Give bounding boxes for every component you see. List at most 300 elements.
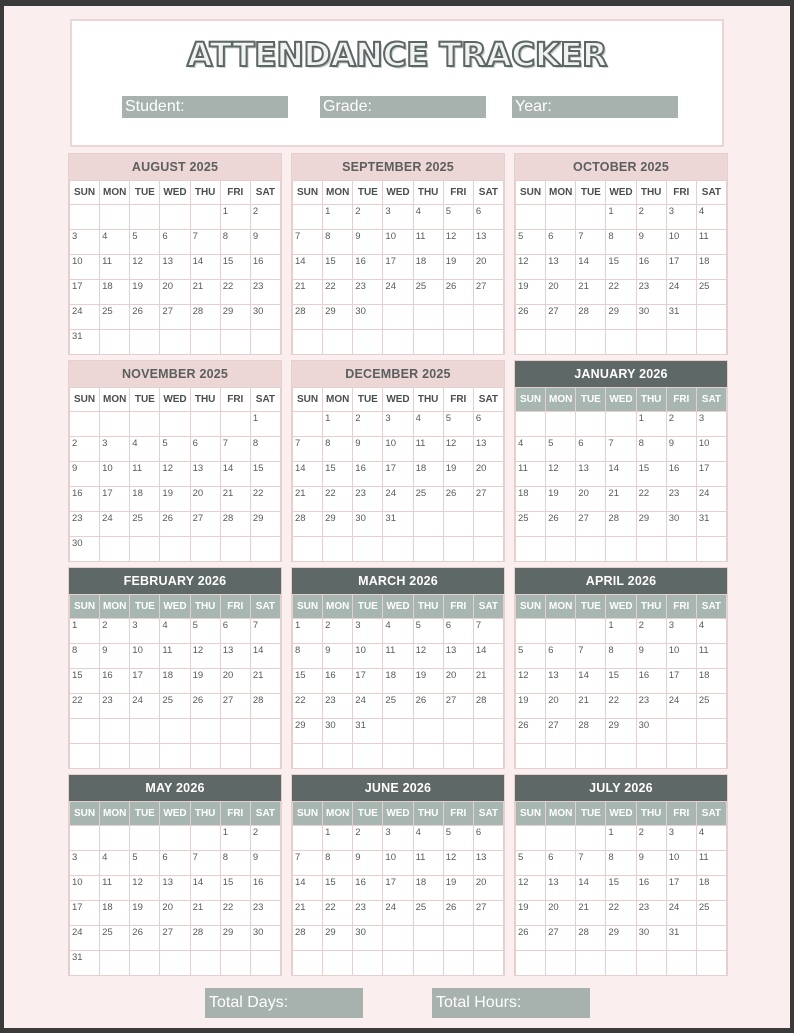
day-cell[interactable]: 19 (190, 669, 220, 694)
day-cell[interactable]: 21 (576, 280, 606, 305)
day-cell[interactable]: 15 (606, 876, 636, 901)
day-cell[interactable]: 18 (383, 669, 413, 694)
day-cell[interactable]: 18 (696, 876, 726, 901)
day-cell[interactable]: 21 (250, 669, 280, 694)
day-cell[interactable]: 28 (576, 719, 606, 744)
day-cell[interactable]: 7 (220, 437, 250, 462)
day-cell[interactable]: 29 (293, 719, 323, 744)
day-cell[interactable]: 30 (323, 719, 353, 744)
day-cell[interactable]: 11 (383, 644, 413, 669)
day-cell[interactable]: 29 (323, 926, 353, 951)
day-cell[interactable]: 12 (130, 876, 160, 901)
day-cell[interactable]: 6 (220, 619, 250, 644)
day-cell[interactable]: 12 (546, 462, 576, 487)
day-cell[interactable]: 23 (100, 694, 130, 719)
day-cell[interactable]: 15 (293, 669, 323, 694)
day-cell[interactable]: 24 (70, 305, 100, 330)
day-cell[interactable]: 25 (130, 512, 160, 537)
day-cell[interactable]: 23 (666, 487, 696, 512)
day-cell[interactable]: 13 (443, 644, 473, 669)
day-cell[interactable]: 20 (546, 280, 576, 305)
day-cell[interactable]: 12 (516, 255, 546, 280)
day-cell[interactable]: 22 (323, 901, 353, 926)
day-cell[interactable]: 22 (606, 901, 636, 926)
day-cell[interactable]: 6 (473, 412, 503, 437)
day-cell[interactable]: 1 (323, 205, 353, 230)
day-cell[interactable]: 11 (696, 644, 726, 669)
day-cell[interactable]: 31 (383, 512, 413, 537)
day-cell[interactable]: 24 (353, 694, 383, 719)
day-cell[interactable]: 28 (250, 694, 280, 719)
day-cell[interactable]: 22 (636, 487, 666, 512)
day-cell[interactable]: 20 (160, 901, 190, 926)
day-cell[interactable]: 8 (606, 644, 636, 669)
day-cell[interactable]: 16 (636, 669, 666, 694)
day-cell[interactable]: 24 (130, 694, 160, 719)
day-cell[interactable]: 9 (636, 644, 666, 669)
day-cell[interactable]: 4 (160, 619, 190, 644)
day-cell[interactable]: 7 (190, 851, 220, 876)
day-cell[interactable]: 8 (606, 851, 636, 876)
day-cell[interactable]: 7 (576, 230, 606, 255)
day-cell[interactable]: 23 (636, 901, 666, 926)
day-cell[interactable]: 31 (666, 305, 696, 330)
day-cell[interactable]: 21 (220, 487, 250, 512)
day-cell[interactable]: 5 (190, 619, 220, 644)
day-cell[interactable]: 29 (220, 926, 250, 951)
day-cell[interactable]: 19 (443, 876, 473, 901)
day-cell[interactable]: 19 (516, 901, 546, 926)
day-cell[interactable]: 20 (190, 487, 220, 512)
day-cell[interactable]: 5 (546, 437, 576, 462)
day-cell[interactable]: 17 (70, 280, 100, 305)
day-cell[interactable]: 2 (666, 412, 696, 437)
day-cell[interactable]: 16 (666, 462, 696, 487)
day-cell[interactable]: 23 (353, 901, 383, 926)
day-cell[interactable]: 10 (130, 644, 160, 669)
day-cell[interactable]: 23 (250, 280, 280, 305)
day-cell[interactable]: 31 (70, 330, 100, 355)
day-cell[interactable]: 16 (636, 876, 666, 901)
day-cell[interactable]: 1 (323, 826, 353, 851)
day-cell[interactable]: 22 (323, 487, 353, 512)
day-cell[interactable]: 27 (546, 719, 576, 744)
day-cell[interactable]: 26 (516, 926, 546, 951)
day-cell[interactable]: 28 (576, 305, 606, 330)
day-cell[interactable]: 4 (413, 826, 443, 851)
day-cell[interactable]: 26 (546, 512, 576, 537)
day-cell[interactable]: 6 (160, 230, 190, 255)
day-cell[interactable]: 2 (353, 205, 383, 230)
day-cell[interactable]: 24 (696, 487, 726, 512)
day-cell[interactable]: 17 (666, 669, 696, 694)
day-cell[interactable]: 19 (516, 694, 546, 719)
day-cell[interactable]: 27 (190, 512, 220, 537)
day-cell[interactable]: 18 (413, 462, 443, 487)
day-cell[interactable]: 30 (636, 926, 666, 951)
day-cell[interactable]: 22 (220, 280, 250, 305)
day-cell[interactable]: 4 (696, 205, 726, 230)
day-cell[interactable]: 21 (293, 280, 323, 305)
day-cell[interactable]: 13 (473, 851, 503, 876)
day-cell[interactable]: 2 (636, 619, 666, 644)
day-cell[interactable]: 9 (100, 644, 130, 669)
day-cell[interactable]: 15 (636, 462, 666, 487)
day-cell[interactable]: 29 (606, 719, 636, 744)
day-cell[interactable]: 12 (443, 230, 473, 255)
day-cell[interactable]: 26 (190, 694, 220, 719)
day-cell[interactable]: 18 (696, 669, 726, 694)
day-cell[interactable]: 21 (190, 901, 220, 926)
day-cell[interactable]: 28 (293, 305, 323, 330)
day-cell[interactable]: 14 (576, 255, 606, 280)
day-cell[interactable]: 5 (443, 826, 473, 851)
day-cell[interactable]: 2 (353, 412, 383, 437)
day-cell[interactable]: 20 (160, 280, 190, 305)
day-cell[interactable]: 16 (100, 669, 130, 694)
day-cell[interactable]: 4 (100, 230, 130, 255)
day-cell[interactable]: 12 (130, 255, 160, 280)
day-cell[interactable]: 3 (696, 412, 726, 437)
day-cell[interactable]: 10 (100, 462, 130, 487)
day-cell[interactable]: 19 (130, 280, 160, 305)
day-cell[interactable]: 26 (130, 926, 160, 951)
day-cell[interactable]: 12 (516, 876, 546, 901)
day-cell[interactable]: 23 (636, 280, 666, 305)
day-cell[interactable]: 4 (696, 826, 726, 851)
day-cell[interactable]: 16 (636, 255, 666, 280)
day-cell[interactable]: 4 (696, 619, 726, 644)
day-cell[interactable]: 10 (70, 876, 100, 901)
day-cell[interactable]: 29 (606, 926, 636, 951)
day-cell[interactable]: 6 (473, 205, 503, 230)
day-cell[interactable]: 8 (250, 437, 280, 462)
day-cell[interactable]: 30 (250, 305, 280, 330)
day-cell[interactable]: 1 (606, 619, 636, 644)
day-cell[interactable]: 24 (666, 280, 696, 305)
day-cell[interactable]: 3 (70, 230, 100, 255)
total-days-field[interactable]: Total Days: (205, 988, 363, 1018)
day-cell[interactable]: 18 (100, 280, 130, 305)
day-cell[interactable]: 22 (250, 487, 280, 512)
day-cell[interactable]: 15 (220, 255, 250, 280)
day-cell[interactable]: 14 (220, 462, 250, 487)
day-cell[interactable]: 9 (636, 230, 666, 255)
day-cell[interactable]: 20 (546, 694, 576, 719)
day-cell[interactable]: 9 (353, 851, 383, 876)
day-cell[interactable]: 14 (293, 255, 323, 280)
day-cell[interactable]: 15 (606, 255, 636, 280)
day-cell[interactable]: 29 (636, 512, 666, 537)
day-cell[interactable]: 20 (576, 487, 606, 512)
day-cell[interactable]: 7 (293, 851, 323, 876)
day-cell[interactable]: 24 (383, 487, 413, 512)
day-cell[interactable]: 13 (473, 437, 503, 462)
day-cell[interactable]: 7 (576, 851, 606, 876)
day-cell[interactable]: 3 (353, 619, 383, 644)
day-cell[interactable]: 17 (383, 876, 413, 901)
day-cell[interactable]: 21 (293, 901, 323, 926)
day-cell[interactable]: 26 (516, 305, 546, 330)
day-cell[interactable]: 15 (606, 669, 636, 694)
day-cell[interactable]: 12 (443, 851, 473, 876)
day-cell[interactable]: 23 (353, 280, 383, 305)
day-cell[interactable]: 14 (190, 255, 220, 280)
day-cell[interactable]: 5 (443, 205, 473, 230)
day-cell[interactable]: 17 (696, 462, 726, 487)
day-cell[interactable]: 19 (130, 901, 160, 926)
day-cell[interactable]: 1 (250, 412, 280, 437)
day-cell[interactable]: 9 (250, 230, 280, 255)
day-cell[interactable]: 6 (546, 644, 576, 669)
day-cell[interactable]: 19 (443, 462, 473, 487)
day-cell[interactable]: 15 (323, 255, 353, 280)
day-cell[interactable]: 6 (190, 437, 220, 462)
day-cell[interactable]: 22 (70, 694, 100, 719)
day-cell[interactable]: 7 (190, 230, 220, 255)
day-cell[interactable]: 16 (250, 876, 280, 901)
day-cell[interactable]: 25 (100, 926, 130, 951)
day-cell[interactable]: 3 (100, 437, 130, 462)
day-cell[interactable]: 2 (636, 826, 666, 851)
day-cell[interactable]: 21 (576, 901, 606, 926)
day-cell[interactable]: 13 (546, 255, 576, 280)
day-cell[interactable]: 30 (636, 305, 666, 330)
day-cell[interactable]: 8 (636, 437, 666, 462)
day-cell[interactable]: 17 (383, 255, 413, 280)
day-cell[interactable]: 29 (250, 512, 280, 537)
day-cell[interactable]: 17 (130, 669, 160, 694)
day-cell[interactable]: 10 (666, 851, 696, 876)
day-cell[interactable]: 13 (190, 462, 220, 487)
day-cell[interactable]: 30 (636, 719, 666, 744)
student-field[interactable]: Student: (122, 96, 288, 118)
day-cell[interactable]: 21 (473, 669, 503, 694)
day-cell[interactable]: 7 (250, 619, 280, 644)
day-cell[interactable]: 7 (293, 437, 323, 462)
day-cell[interactable]: 10 (383, 230, 413, 255)
day-cell[interactable]: 20 (473, 462, 503, 487)
day-cell[interactable]: 25 (100, 305, 130, 330)
day-cell[interactable]: 1 (220, 205, 250, 230)
day-cell[interactable]: 24 (383, 280, 413, 305)
day-cell[interactable]: 1 (70, 619, 100, 644)
day-cell[interactable]: 28 (190, 305, 220, 330)
day-cell[interactable]: 19 (546, 487, 576, 512)
day-cell[interactable]: 12 (516, 669, 546, 694)
day-cell[interactable]: 15 (323, 876, 353, 901)
day-cell[interactable]: 27 (160, 926, 190, 951)
day-cell[interactable]: 22 (220, 901, 250, 926)
day-cell[interactable]: 18 (516, 487, 546, 512)
day-cell[interactable]: 4 (383, 619, 413, 644)
day-cell[interactable]: 4 (130, 437, 160, 462)
day-cell[interactable]: 31 (70, 951, 100, 976)
day-cell[interactable]: 11 (160, 644, 190, 669)
day-cell[interactable]: 11 (413, 230, 443, 255)
day-cell[interactable]: 20 (546, 901, 576, 926)
day-cell[interactable]: 20 (473, 876, 503, 901)
day-cell[interactable]: 5 (130, 851, 160, 876)
day-cell[interactable]: 17 (353, 669, 383, 694)
day-cell[interactable]: 27 (220, 694, 250, 719)
day-cell[interactable]: 8 (323, 437, 353, 462)
day-cell[interactable]: 13 (160, 255, 190, 280)
day-cell[interactable]: 25 (696, 280, 726, 305)
day-cell[interactable]: 10 (383, 851, 413, 876)
day-cell[interactable]: 18 (100, 901, 130, 926)
day-cell[interactable]: 9 (666, 437, 696, 462)
day-cell[interactable]: 18 (413, 255, 443, 280)
day-cell[interactable]: 3 (666, 205, 696, 230)
day-cell[interactable]: 21 (606, 487, 636, 512)
day-cell[interactable]: 18 (696, 255, 726, 280)
day-cell[interactable]: 9 (323, 644, 353, 669)
day-cell[interactable]: 21 (190, 280, 220, 305)
day-cell[interactable]: 10 (383, 437, 413, 462)
day-cell[interactable]: 25 (413, 280, 443, 305)
day-cell[interactable]: 11 (696, 230, 726, 255)
day-cell[interactable]: 13 (576, 462, 606, 487)
day-cell[interactable]: 5 (443, 412, 473, 437)
day-cell[interactable]: 15 (250, 462, 280, 487)
day-cell[interactable]: 9 (636, 851, 666, 876)
day-cell[interactable]: 24 (666, 901, 696, 926)
day-cell[interactable]: 16 (70, 487, 100, 512)
day-cell[interactable]: 24 (383, 901, 413, 926)
day-cell[interactable]: 14 (293, 876, 323, 901)
day-cell[interactable]: 22 (606, 694, 636, 719)
day-cell[interactable]: 9 (70, 462, 100, 487)
day-cell[interactable]: 6 (546, 851, 576, 876)
day-cell[interactable]: 13 (473, 230, 503, 255)
day-cell[interactable]: 17 (100, 487, 130, 512)
day-cell[interactable]: 13 (546, 876, 576, 901)
day-cell[interactable]: 25 (696, 694, 726, 719)
day-cell[interactable]: 21 (576, 694, 606, 719)
day-cell[interactable]: 14 (576, 669, 606, 694)
day-cell[interactable]: 8 (606, 230, 636, 255)
day-cell[interactable]: 26 (516, 719, 546, 744)
day-cell[interactable]: 5 (516, 851, 546, 876)
day-cell[interactable]: 8 (323, 851, 353, 876)
day-cell[interactable]: 13 (546, 669, 576, 694)
day-cell[interactable]: 13 (220, 644, 250, 669)
day-cell[interactable]: 4 (413, 412, 443, 437)
day-cell[interactable]: 11 (413, 851, 443, 876)
day-cell[interactable]: 6 (160, 851, 190, 876)
day-cell[interactable]: 11 (696, 851, 726, 876)
day-cell[interactable]: 4 (100, 851, 130, 876)
day-cell[interactable]: 30 (250, 926, 280, 951)
day-cell[interactable]: 3 (666, 826, 696, 851)
day-cell[interactable]: 9 (250, 851, 280, 876)
day-cell[interactable]: 13 (160, 876, 190, 901)
day-cell[interactable]: 5 (516, 230, 546, 255)
day-cell[interactable]: 22 (606, 280, 636, 305)
day-cell[interactable]: 11 (130, 462, 160, 487)
day-cell[interactable]: 1 (323, 412, 353, 437)
day-cell[interactable]: 16 (353, 876, 383, 901)
day-cell[interactable]: 15 (220, 876, 250, 901)
day-cell[interactable]: 16 (250, 255, 280, 280)
day-cell[interactable]: 26 (443, 487, 473, 512)
day-cell[interactable]: 14 (473, 644, 503, 669)
day-cell[interactable]: 2 (250, 826, 280, 851)
day-cell[interactable]: 15 (323, 462, 353, 487)
day-cell[interactable]: 10 (666, 230, 696, 255)
day-cell[interactable]: 25 (160, 694, 190, 719)
day-cell[interactable]: 27 (576, 512, 606, 537)
day-cell[interactable]: 7 (473, 619, 503, 644)
day-cell[interactable]: 29 (323, 512, 353, 537)
day-cell[interactable]: 20 (443, 669, 473, 694)
day-cell[interactable]: 24 (100, 512, 130, 537)
day-cell[interactable]: 1 (606, 826, 636, 851)
day-cell[interactable]: 1 (293, 619, 323, 644)
day-cell[interactable]: 6 (473, 826, 503, 851)
day-cell[interactable]: 27 (160, 305, 190, 330)
day-cell[interactable]: 10 (666, 644, 696, 669)
day-cell[interactable]: 7 (293, 230, 323, 255)
day-cell[interactable]: 26 (130, 305, 160, 330)
day-cell[interactable]: 5 (160, 437, 190, 462)
day-cell[interactable]: 28 (576, 926, 606, 951)
day-cell[interactable]: 5 (413, 619, 443, 644)
day-cell[interactable]: 28 (293, 926, 323, 951)
day-cell[interactable]: 28 (293, 512, 323, 537)
day-cell[interactable]: 11 (100, 876, 130, 901)
day-cell[interactable]: 15 (70, 669, 100, 694)
day-cell[interactable]: 28 (220, 512, 250, 537)
day-cell[interactable]: 23 (323, 694, 353, 719)
day-cell[interactable]: 11 (413, 437, 443, 462)
day-cell[interactable]: 21 (293, 487, 323, 512)
total-hours-field[interactable]: Total Hours: (432, 988, 590, 1018)
day-cell[interactable]: 1 (636, 412, 666, 437)
day-cell[interactable]: 6 (546, 230, 576, 255)
day-cell[interactable]: 30 (666, 512, 696, 537)
day-cell[interactable]: 12 (190, 644, 220, 669)
day-cell[interactable]: 10 (70, 255, 100, 280)
day-cell[interactable]: 12 (160, 462, 190, 487)
day-cell[interactable]: 2 (353, 826, 383, 851)
day-cell[interactable]: 29 (323, 305, 353, 330)
day-cell[interactable]: 9 (353, 230, 383, 255)
day-cell[interactable]: 3 (666, 619, 696, 644)
day-cell[interactable]: 3 (383, 412, 413, 437)
day-cell[interactable]: 3 (130, 619, 160, 644)
day-cell[interactable]: 18 (130, 487, 160, 512)
day-cell[interactable]: 14 (190, 876, 220, 901)
day-cell[interactable]: 30 (70, 537, 100, 562)
day-cell[interactable]: 1 (606, 205, 636, 230)
grade-field[interactable]: Grade: (320, 96, 486, 118)
day-cell[interactable]: 17 (70, 901, 100, 926)
day-cell[interactable]: 26 (443, 280, 473, 305)
day-cell[interactable]: 2 (636, 205, 666, 230)
day-cell[interactable]: 26 (160, 512, 190, 537)
day-cell[interactable]: 31 (666, 926, 696, 951)
day-cell[interactable]: 28 (190, 926, 220, 951)
day-cell[interactable]: 3 (70, 851, 100, 876)
day-cell[interactable]: 19 (443, 255, 473, 280)
day-cell[interactable]: 30 (353, 512, 383, 537)
day-cell[interactable]: 8 (220, 230, 250, 255)
day-cell[interactable]: 3 (383, 826, 413, 851)
day-cell[interactable]: 8 (70, 644, 100, 669)
day-cell[interactable]: 10 (353, 644, 383, 669)
